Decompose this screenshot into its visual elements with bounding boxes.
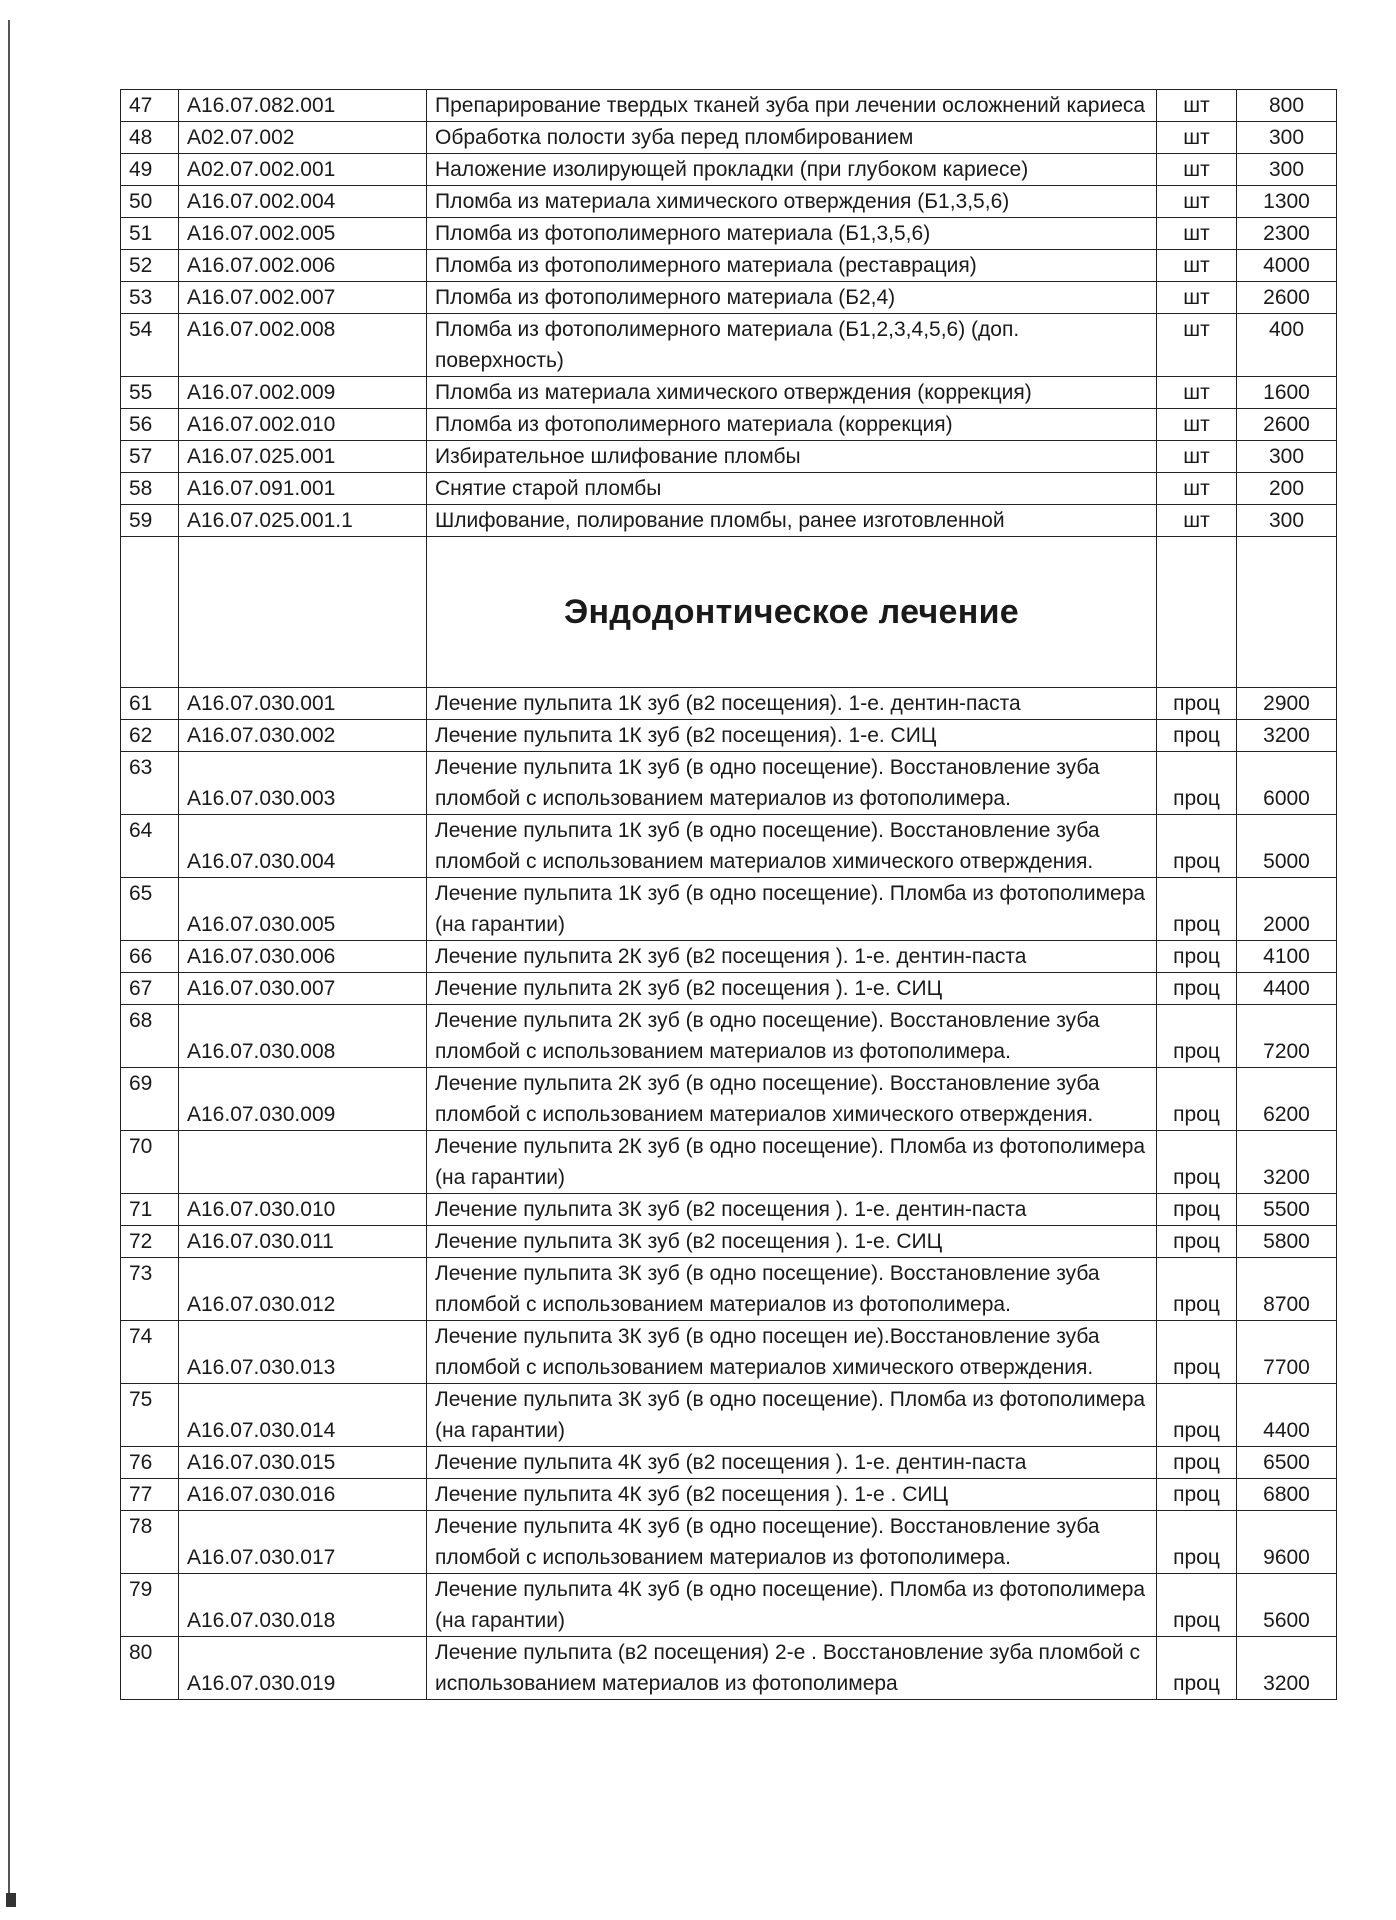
service-description: Лечение пульпита 4К зуб (в одно посещение). Пломба из фотополимера (на гарантии) bbox=[427, 1574, 1157, 1637]
section-cell-unit bbox=[1157, 537, 1237, 688]
row-number: 48 bbox=[121, 122, 179, 154]
row-number: 68 bbox=[121, 1005, 179, 1068]
service-code: A16.07.030.008 bbox=[179, 1005, 427, 1068]
table-row bbox=[121, 752, 1337, 815]
service-code: A16.07.030.006 bbox=[179, 941, 427, 973]
unit-of-measure: шт bbox=[1157, 186, 1237, 218]
table-row bbox=[121, 1479, 1337, 1511]
unit-of-measure: шт bbox=[1157, 409, 1237, 441]
service-description: Лечение пульпита (в2 посещения) 2-е . Восстановление зуба пломбой с использованием материалов из фотополимера bbox=[427, 1637, 1157, 1700]
service-price: 5600 bbox=[1237, 1574, 1337, 1637]
row-number: 49 bbox=[121, 154, 179, 186]
service-code: A16.07.025.001.1 bbox=[179, 505, 427, 537]
table-row bbox=[121, 473, 1337, 505]
unit-of-measure: шт bbox=[1157, 250, 1237, 282]
service-description: Лечение пульпита 2К зуб (в одно посещение). Пломба из фотополимера (на гарантии) bbox=[427, 1131, 1157, 1194]
service-description: Пломба из фотополимерного материала (коррекция) bbox=[427, 409, 1157, 441]
service-code: A16.07.002.009 bbox=[179, 377, 427, 409]
service-description: Лечение пульпита 3К зуб (в одно посещение). Пломба из фотополимера (на гарантии) bbox=[427, 1384, 1157, 1447]
unit-of-measure: проц bbox=[1157, 688, 1237, 720]
service-description: Наложение изолирующей прокладки (при глубоком кариесе) bbox=[427, 154, 1157, 186]
unit-of-measure: шт bbox=[1157, 90, 1237, 122]
service-price: 7700 bbox=[1237, 1321, 1337, 1384]
table-row bbox=[121, 1068, 1337, 1131]
table-row bbox=[121, 90, 1337, 122]
unit-of-measure: шт bbox=[1157, 314, 1237, 377]
service-price: 300 bbox=[1237, 505, 1337, 537]
service-code: A16.07.091.001 bbox=[179, 473, 427, 505]
service-price: 6000 bbox=[1237, 752, 1337, 815]
table-row bbox=[121, 441, 1337, 473]
row-number: 79 bbox=[121, 1574, 179, 1637]
table-row bbox=[121, 1194, 1337, 1226]
service-description: Пломба из фотополимерного материала (Б2,4) bbox=[427, 282, 1157, 314]
service-price: 2300 bbox=[1237, 218, 1337, 250]
service-price: 2600 bbox=[1237, 282, 1337, 314]
table-row bbox=[121, 815, 1337, 878]
unit-of-measure: проц bbox=[1157, 1131, 1237, 1194]
unit-of-measure: проц bbox=[1157, 1511, 1237, 1574]
row-number: 61 bbox=[121, 688, 179, 720]
service-price: 1300 bbox=[1237, 186, 1337, 218]
service-price: 4000 bbox=[1237, 250, 1337, 282]
unit-of-measure: проц bbox=[1157, 973, 1237, 1005]
service-code: A16.07.030.011 bbox=[179, 1226, 427, 1258]
table-row bbox=[121, 1226, 1337, 1258]
service-description: Лечение пульпита 1К зуб (в2 посещения). 1-е. СИЦ bbox=[427, 720, 1157, 752]
service-code: A16.07.030.003 bbox=[179, 752, 427, 815]
service-code: A16.07.030.005 bbox=[179, 878, 427, 941]
row-number: 65 bbox=[121, 878, 179, 941]
row-number: 55 bbox=[121, 377, 179, 409]
row-number: 72 bbox=[121, 1226, 179, 1258]
row-number: 70 bbox=[121, 1131, 179, 1194]
service-description: Снятие старой пломбы bbox=[427, 473, 1157, 505]
table-row bbox=[121, 1321, 1337, 1384]
table-row bbox=[121, 1005, 1337, 1068]
service-description: Лечение пульпита 3К зуб (в2 посещения ). 1-е. дентин-паста bbox=[427, 1194, 1157, 1226]
service-code: A16.07.030.015 bbox=[179, 1447, 427, 1479]
unit-of-measure: шт bbox=[1157, 441, 1237, 473]
row-number: 59 bbox=[121, 505, 179, 537]
table-row bbox=[121, 314, 1337, 377]
row-number: 67 bbox=[121, 973, 179, 1005]
section-cell-code bbox=[179, 537, 427, 688]
unit-of-measure: проц bbox=[1157, 1321, 1237, 1384]
row-number: 78 bbox=[121, 1511, 179, 1574]
row-number: 58 bbox=[121, 473, 179, 505]
row-number: 77 bbox=[121, 1479, 179, 1511]
service-description: Лечение пульпита 1К зуб (в одно посещение). Пломба из фотополимера (на гарантии) bbox=[427, 878, 1157, 941]
service-price: 5500 bbox=[1237, 1194, 1337, 1226]
row-number: 47 bbox=[121, 90, 179, 122]
service-price: 6800 bbox=[1237, 1479, 1337, 1511]
unit-of-measure: проц bbox=[1157, 1447, 1237, 1479]
service-price: 7200 bbox=[1237, 1005, 1337, 1068]
service-description: Пломба из материала химического отверждения (Б1,3,5,6) bbox=[427, 186, 1157, 218]
table-row bbox=[121, 941, 1337, 973]
service-code: A16.07.030.019 bbox=[179, 1637, 427, 1700]
service-price: 5800 bbox=[1237, 1226, 1337, 1258]
service-price: 300 bbox=[1237, 154, 1337, 186]
unit-of-measure: проц bbox=[1157, 1574, 1237, 1637]
table-row bbox=[121, 1258, 1337, 1321]
unit-of-measure: шт bbox=[1157, 154, 1237, 186]
service-code: A16.07.002.006 bbox=[179, 250, 427, 282]
service-description: Обработка полости зуба перед пломбированием bbox=[427, 122, 1157, 154]
service-price: 9600 bbox=[1237, 1511, 1337, 1574]
table-row bbox=[121, 409, 1337, 441]
row-number: 56 bbox=[121, 409, 179, 441]
row-number: 74 bbox=[121, 1321, 179, 1384]
service-price: 4400 bbox=[1237, 973, 1337, 1005]
service-code: A16.07.030.010 bbox=[179, 1194, 427, 1226]
unit-of-measure: проц bbox=[1157, 1637, 1237, 1700]
section-cell-price bbox=[1237, 537, 1337, 688]
table-row bbox=[121, 1384, 1337, 1447]
service-price: 5000 bbox=[1237, 815, 1337, 878]
table-row bbox=[121, 720, 1337, 752]
service-price: 6500 bbox=[1237, 1447, 1337, 1479]
service-price: 200 bbox=[1237, 473, 1337, 505]
table-row bbox=[121, 505, 1337, 537]
row-number: 63 bbox=[121, 752, 179, 815]
table-row bbox=[121, 878, 1337, 941]
service-code: A16.07.025.001 bbox=[179, 441, 427, 473]
service-description: Шлифование, полирование пломбы, ранее изготовленной bbox=[427, 505, 1157, 537]
unit-of-measure: шт bbox=[1157, 282, 1237, 314]
service-price: 4400 bbox=[1237, 1384, 1337, 1447]
service-price: 2900 bbox=[1237, 688, 1337, 720]
service-price: 300 bbox=[1237, 441, 1337, 473]
service-code: A02.07.002 bbox=[179, 122, 427, 154]
price-list-rows-top bbox=[121, 90, 1337, 537]
service-price: 3200 bbox=[1237, 720, 1337, 752]
table-row bbox=[121, 250, 1337, 282]
service-code: A16.07.002.010 bbox=[179, 409, 427, 441]
service-code: A16.07.082.001 bbox=[179, 90, 427, 122]
unit-of-measure: шт bbox=[1157, 377, 1237, 409]
service-price: 2000 bbox=[1237, 878, 1337, 941]
service-description: Лечение пульпита 4К зуб (в2 посещения ). 1-е . СИЦ bbox=[427, 1479, 1157, 1511]
unit-of-measure: проц bbox=[1157, 752, 1237, 815]
service-code: A16.07.030.007 bbox=[179, 973, 427, 1005]
service-code: A16.07.030.012 bbox=[179, 1258, 427, 1321]
service-code: A16.07.002.005 bbox=[179, 218, 427, 250]
table-row bbox=[121, 1637, 1337, 1700]
row-number: 53 bbox=[121, 282, 179, 314]
unit-of-measure: проц bbox=[1157, 1226, 1237, 1258]
service-description: Пломба из фотополимерного материала (Б1,3,5,6) bbox=[427, 218, 1157, 250]
unit-of-measure: проц bbox=[1157, 878, 1237, 941]
service-price: 2600 bbox=[1237, 409, 1337, 441]
unit-of-measure: проц bbox=[1157, 1194, 1237, 1226]
section-header bbox=[121, 537, 1337, 688]
row-number: 80 bbox=[121, 1637, 179, 1700]
service-price: 8700 bbox=[1237, 1258, 1337, 1321]
table-row bbox=[121, 973, 1337, 1005]
row-number: 51 bbox=[121, 218, 179, 250]
service-price: 6200 bbox=[1237, 1068, 1337, 1131]
service-description: Лечение пульпита 1К зуб (в одно посещение). Восстановление зуба пломбой с использованием материалов из фотополимера. bbox=[427, 752, 1157, 815]
service-code bbox=[179, 1131, 427, 1194]
table-row bbox=[121, 1447, 1337, 1479]
service-description: Лечение пульпита 4К зуб (в одно посещение). Восстановление зуба пломбой с использованием материалов из фотополимера. bbox=[427, 1511, 1157, 1574]
service-description: Лечение пульпита 2К зуб (в одно посещение). Восстановление зуба пломбой с использованием материалов химического отверждения. bbox=[427, 1068, 1157, 1131]
row-number: 64 bbox=[121, 815, 179, 878]
unit-of-measure: шт bbox=[1157, 122, 1237, 154]
service-description: Лечение пульпита 2К зуб (в2 посещения ). 1-е. СИЦ bbox=[427, 973, 1157, 1005]
service-code: A16.07.030.004 bbox=[179, 815, 427, 878]
service-description: Лечение пульпита 3К зуб (в одно посещение). Восстановление зуба пломбой с использованием материалов из фотополимера. bbox=[427, 1258, 1157, 1321]
service-description: Пломба из материала химического отверждения (коррекция) bbox=[427, 377, 1157, 409]
table-row bbox=[121, 218, 1337, 250]
unit-of-measure: шт bbox=[1157, 218, 1237, 250]
service-code: A16.07.030.018 bbox=[179, 1574, 427, 1637]
row-number: 54 bbox=[121, 314, 179, 377]
service-code: A16.07.030.001 bbox=[179, 688, 427, 720]
service-code: A16.07.030.014 bbox=[179, 1384, 427, 1447]
service-price: 3200 bbox=[1237, 1131, 1337, 1194]
service-description: Лечение пульпита 1К зуб (в2 посещения). 1-е. дентин-паста bbox=[427, 688, 1157, 720]
table-row bbox=[121, 122, 1337, 154]
unit-of-measure: проц bbox=[1157, 1068, 1237, 1131]
table-row bbox=[121, 282, 1337, 314]
service-code: A16.07.030.009 bbox=[179, 1068, 427, 1131]
row-number: 73 bbox=[121, 1258, 179, 1321]
service-description: Лечение пульпита 3К зуб (в2 посещения ). 1-е. СИЦ bbox=[427, 1226, 1157, 1258]
service-code: A16.07.030.013 bbox=[179, 1321, 427, 1384]
service-price: 300 bbox=[1237, 122, 1337, 154]
unit-of-measure: проц bbox=[1157, 941, 1237, 973]
table-row bbox=[121, 688, 1337, 720]
price-list-table bbox=[120, 89, 1337, 1700]
service-code: A16.07.002.004 bbox=[179, 186, 427, 218]
table-row bbox=[121, 154, 1337, 186]
row-number: 50 bbox=[121, 186, 179, 218]
unit-of-measure: проц bbox=[1157, 815, 1237, 878]
row-number: 66 bbox=[121, 941, 179, 973]
unit-of-measure: проц bbox=[1157, 1384, 1237, 1447]
service-code: A16.07.030.016 bbox=[179, 1479, 427, 1511]
service-price: 800 bbox=[1237, 90, 1337, 122]
service-description: Лечение пульпита 1К зуб (в одно посещение). Восстановление зуба пломбой с использованием материалов химического отверждения. bbox=[427, 815, 1157, 878]
unit-of-measure: проц bbox=[1157, 1479, 1237, 1511]
service-description: Лечение пульпита 4К зуб (в2 посещения ). 1-е. дентин-паста bbox=[427, 1447, 1157, 1479]
table-row bbox=[121, 1574, 1337, 1637]
section-row bbox=[121, 537, 1337, 688]
service-code: A02.07.002.001 bbox=[179, 154, 427, 186]
service-description: Препарирование твердых тканей зуба при лечении осложнений кариеса bbox=[427, 90, 1157, 122]
row-number: 69 bbox=[121, 1068, 179, 1131]
unit-of-measure: шт bbox=[1157, 505, 1237, 537]
table-row bbox=[121, 377, 1337, 409]
service-price: 1600 bbox=[1237, 377, 1337, 409]
row-number: 71 bbox=[121, 1194, 179, 1226]
service-description: Лечение пульпита 2К зуб (в2 посещения ). 1-е. дентин-паста bbox=[427, 941, 1157, 973]
scan-corner-mark bbox=[6, 1893, 16, 1907]
service-price: 3200 bbox=[1237, 1637, 1337, 1700]
service-code: A16.07.002.008 bbox=[179, 314, 427, 377]
row-number: 52 bbox=[121, 250, 179, 282]
unit-of-measure: проц bbox=[1157, 720, 1237, 752]
service-code: A16.07.030.017 bbox=[179, 1511, 427, 1574]
service-description: Избирательное шлифование пломбы bbox=[427, 441, 1157, 473]
scan-left-edge bbox=[8, 20, 10, 1900]
service-description: Лечение пульпита 2К зуб (в одно посещение). Восстановление зуба пломбой с использованием материалов из фотополимера. bbox=[427, 1005, 1157, 1068]
table-row bbox=[121, 1131, 1337, 1194]
service-price: 4100 bbox=[1237, 941, 1337, 973]
service-description: Пломба из фотополимерного материала (реставрация) bbox=[427, 250, 1157, 282]
unit-of-measure: шт bbox=[1157, 473, 1237, 505]
row-number: 62 bbox=[121, 720, 179, 752]
row-number: 57 bbox=[121, 441, 179, 473]
unit-of-measure: проц bbox=[1157, 1005, 1237, 1068]
row-number: 76 bbox=[121, 1447, 179, 1479]
service-code: A16.07.030.002 bbox=[179, 720, 427, 752]
service-description: Пломба из фотополимерного материала (Б1,2,3,4,5,6) (доп. поверхность) bbox=[427, 314, 1157, 377]
service-price: 400 bbox=[1237, 314, 1337, 377]
table-row bbox=[121, 186, 1337, 218]
row-number: 75 bbox=[121, 1384, 179, 1447]
unit-of-measure: проц bbox=[1157, 1258, 1237, 1321]
table-row bbox=[121, 1511, 1337, 1574]
service-code: A16.07.002.007 bbox=[179, 282, 427, 314]
section-cell-num bbox=[121, 537, 179, 688]
price-list-rows-bottom bbox=[121, 688, 1337, 1700]
section-title: Эндодонтическое лечение bbox=[427, 537, 1157, 688]
service-description: Лечение пульпита 3К зуб (в одно посещен ие).Восстановление зуба пломбой с использованием материалов химического отверждения. bbox=[427, 1321, 1157, 1384]
